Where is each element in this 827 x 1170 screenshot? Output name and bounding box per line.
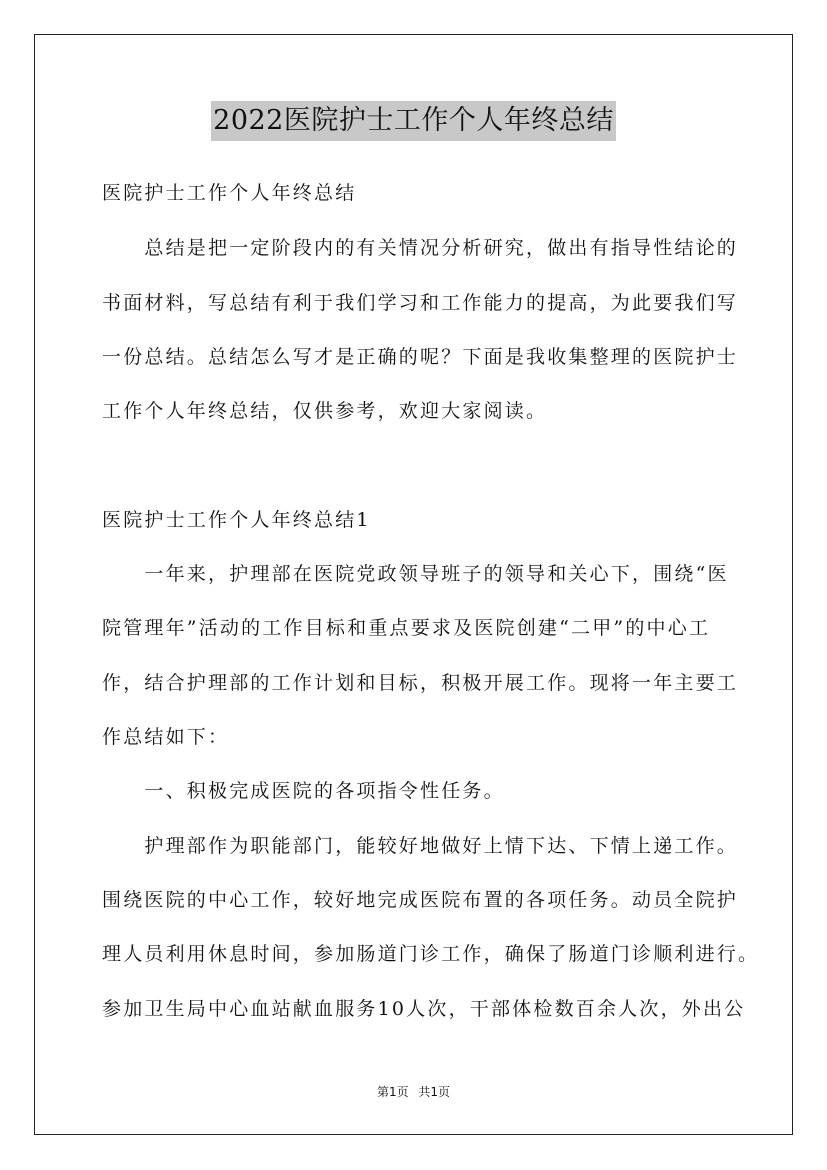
paragraph-line: 一年来，护理部在医院党政领导班子的领导和关心下，围绕“医 — [102, 563, 729, 585]
paragraph-line: 院管理年”活动的工作目标和重点要求及医院创建“二甲”的中心工 — [102, 617, 711, 639]
paragraph-line: 总结是把一定阶段内的有关情况分析研究，做出有指导性结论的 — [102, 237, 739, 259]
list-item-heading: 一、积极完成医院的各项指令性任务。 — [102, 780, 505, 802]
paragraph-line: 书面材料，写总结有利于我们学习和工作能力的提高，为此要我们写 — [102, 292, 739, 314]
document-title: 2022医院护士工作个人年终总结 — [211, 101, 616, 141]
page-number-current: 第1页 — [376, 1085, 409, 1099]
title-container — [0, 101, 827, 141]
paragraph-line: 参加卫生局中心血站献血服务10人次，干部体检数百余人次，外出公 — [102, 998, 746, 1020]
section-heading: 医院护士工作个人年终总结 — [102, 182, 357, 204]
page-footer — [0, 1083, 827, 1100]
section-heading: 医院护士工作个人年终总结1 — [102, 509, 371, 531]
paragraph-line: 理人员利用休息时间，参加肠道门诊工作，确保了肠道门诊顺利进行。 — [102, 943, 760, 965]
page-number-total: 共1页 — [418, 1085, 451, 1099]
paragraph-line: 护理部作为职能部门，能较好地做好上情下达、下情上递工作。 — [102, 835, 739, 857]
paragraph-line: 工作个人年终总结，仅供参考，欢迎大家阅读。 — [102, 400, 548, 422]
paragraph-line: 作，结合护理部的工作计划和目标，积极开展工作。现将一年主要工 — [102, 672, 739, 694]
paragraph-line: 围绕医院的中心工作，较好地完成医院布置的各项任务。动员全院护 — [102, 889, 739, 911]
paragraph-line: 一份总结。总结怎么写才是正确的呢？下面是我收集整理的医院护士 — [102, 346, 739, 368]
paragraph-line: 作总结如下： — [102, 726, 230, 748]
